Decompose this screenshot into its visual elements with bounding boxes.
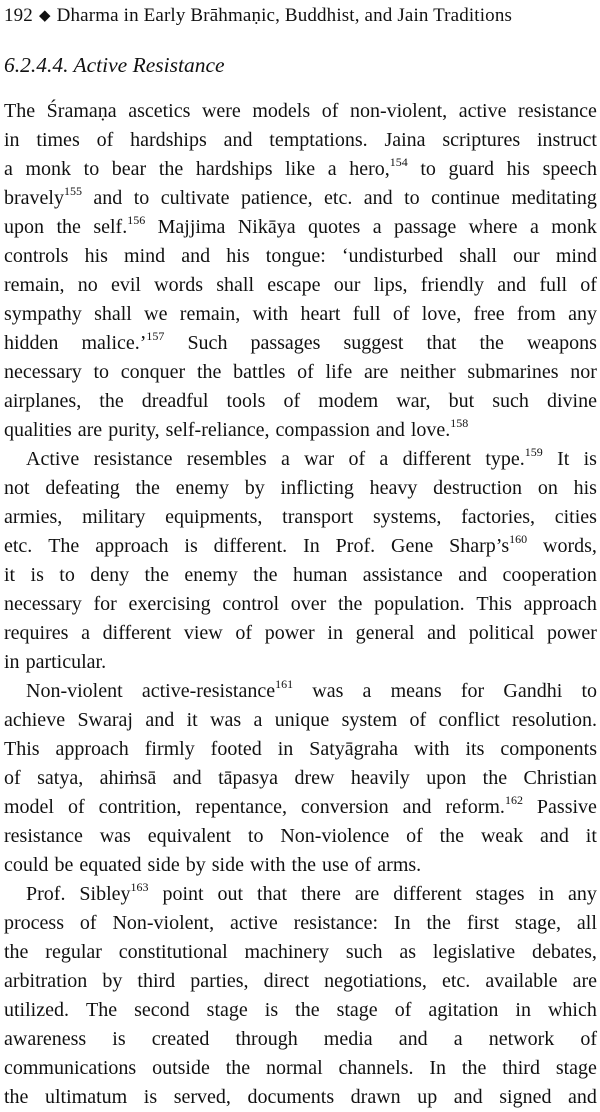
text-line: This approach firmly footed in Satyāgraha with its components (4, 738, 597, 760)
text-line: achieve Swaraj and it was a unique system of conflict resolution. (4, 709, 597, 731)
section-number: 6.2.4.4. (4, 53, 69, 77)
footnote-reference: 161 (275, 677, 294, 692)
footnote-reference: 162 (504, 793, 523, 808)
footnote-reference: 155 (63, 184, 82, 199)
text-line: it is to deny the enemy the human assistance and cooperation (4, 564, 597, 586)
page-number: 192 (4, 5, 33, 26)
text-line: necessary for exercising control over the population. This approach (4, 593, 597, 615)
text-line: hidden malice.’$^{157}$ Such passages suggest that the weapons (4, 329, 597, 354)
text-line: arbitration by third parties, direct negotiations, etc. available are (4, 970, 597, 992)
footnote-reference: 159 (524, 445, 543, 460)
text-line: awareness is created through media and a network of (4, 1028, 597, 1050)
text-line: the ultimatum is served, documents drawn up and signed and (4, 1086, 597, 1108)
text-line: bravely$^{155}$ and to cultivate patience, etc. and to continue meditating (4, 184, 597, 209)
footnote-reference: 163 (130, 880, 149, 895)
text-line: a monk to bear the hardships like a hero,$^{154}$ to guard his speech (4, 155, 597, 180)
text-line: upon the self.$^{156}$ Majjima Nikāya quotes a passage where a monk (4, 213, 597, 238)
footnote-reference: 158 (450, 416, 469, 431)
text-line: airplanes, the dreadful tools of modem war, but such divine (4, 390, 597, 412)
text-line: utilized. The second stage is the stage of agitation in which (4, 999, 597, 1021)
text-line: requires a different view of power in general and political power (4, 622, 597, 644)
text-line: resistance was equivalent to Non-violence of the weak and it (4, 825, 597, 847)
text-line: sympathy shall we remain, with heart full of love, free from any (4, 303, 597, 325)
footnote-reference: 157 (146, 329, 165, 344)
text-line: necessary to conquer the battles of life are neither submarines nor (4, 361, 597, 383)
text-line: controls his mind and his tongue: ‘undisturbed shall our mind (4, 245, 597, 267)
text-line: remain, no evil words shall escape our lips, friendly and full of (4, 274, 597, 296)
text-line: could be equated side by side with the use of arms. (4, 854, 422, 876)
text-line: communications outside the normal channels. In the third stage (4, 1057, 597, 1079)
text-line: Non-violent active-resistance$^{161}$ was a means for Gandhi to (26, 677, 597, 702)
section-title: Active Resistance (73, 53, 225, 77)
diamond-separator-icon: ◆ (38, 8, 51, 24)
text-line: qualities are purity, self-reliance, compassion and love.$^{158}$ (4, 416, 469, 441)
body-text (4, 97, 597, 1112)
text-line: Active resistance resembles a war of a different type.$^{159}$ It is (26, 445, 597, 470)
running-title: Dharma in Early Brāhmaṇic, Buddhist, and Jain Traditions (56, 5, 513, 26)
text-line: in times of hardships and temptations. Jaina scriptures instruct (4, 129, 597, 151)
footnote-reference: 154 (389, 155, 408, 170)
text-line: etc. The approach is different. In Prof. Gene $Sharp’s^{160}$ words, (4, 532, 597, 557)
text-line: The Śramaṇa ascetics were models of non-violent, active resistance (4, 100, 597, 122)
footnote-reference: 156 (127, 213, 146, 228)
text-line: armies, military equipments, transport systems, factories, cities (4, 506, 597, 528)
text-line: in particular. (4, 651, 107, 673)
text-line: model of contrition, repentance, conversion and reform.$^{162}$ Passive (4, 793, 597, 818)
text-line: process of Non-violent, active resistance: In the first stage, all (4, 912, 597, 934)
footnote-reference: 160 (509, 532, 528, 547)
text-line: Prof. Sibley$^{163}$ point out that there are different stages in any (26, 880, 597, 905)
section-heading (4, 51, 225, 79)
running-header (4, 4, 596, 29)
text-line: not defeating the enemy by inflicting heavy destruction on his (4, 477, 597, 499)
text-line: of satya, ahiṁsā and tāpasya drew heavily upon the Christian (4, 767, 597, 789)
text-line: the regular constitutional machinery such as legislative debates, (4, 941, 597, 963)
